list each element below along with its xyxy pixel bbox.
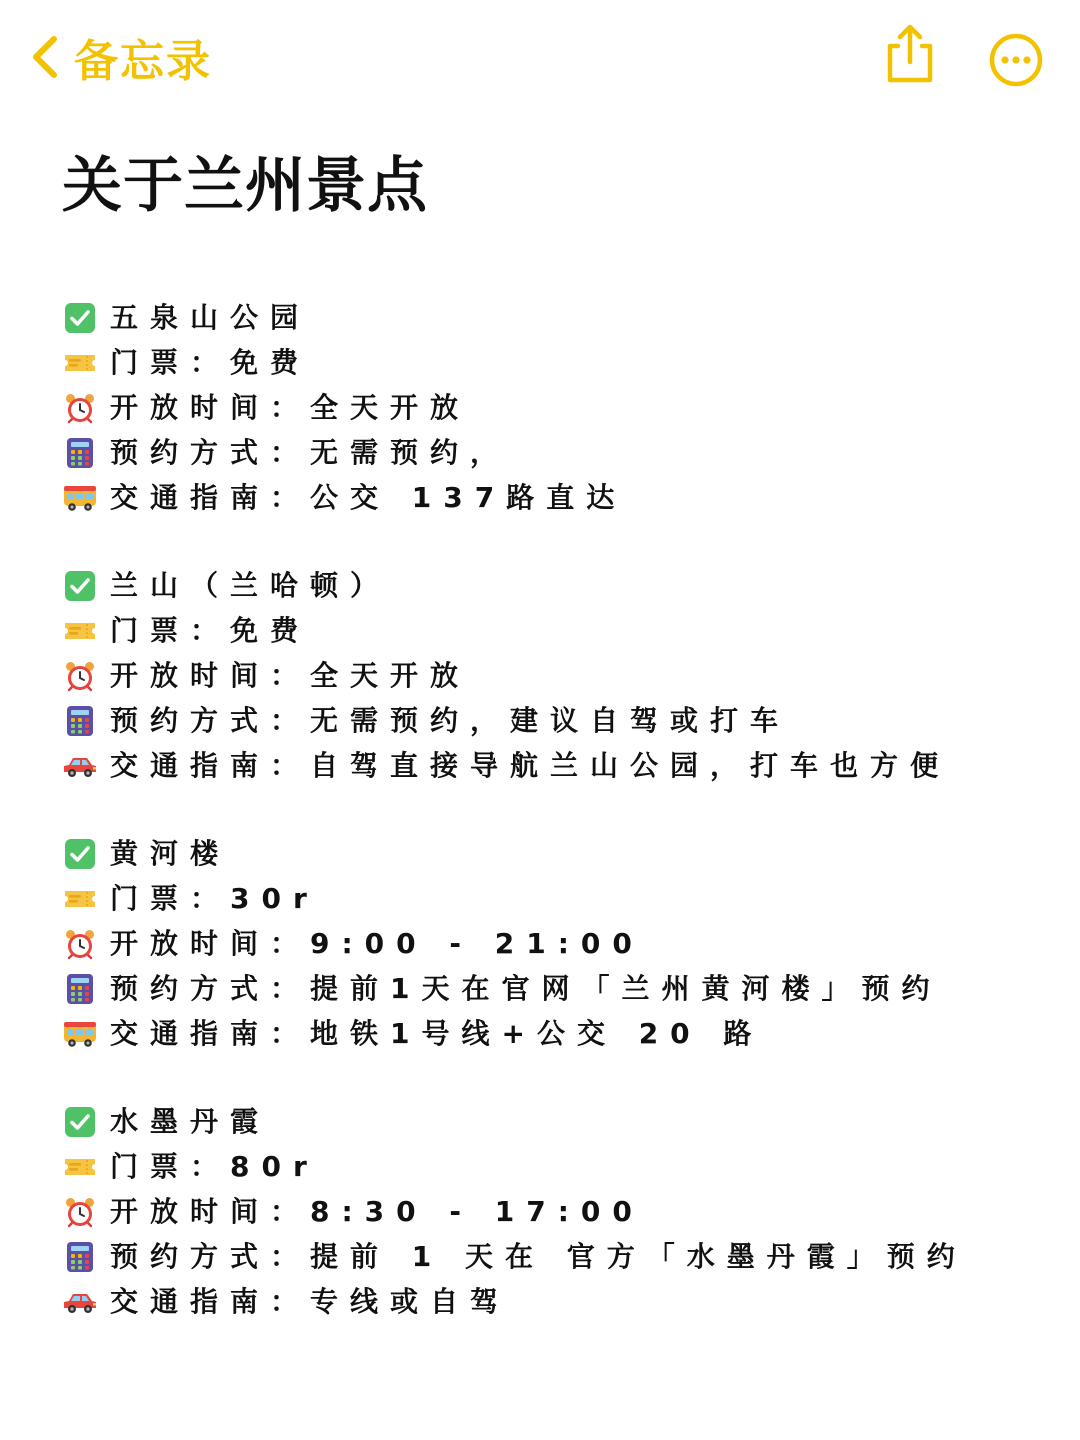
attraction-name: 五泉山公园 xyxy=(110,301,311,335)
check-icon xyxy=(62,1104,98,1140)
bus-icon xyxy=(62,480,98,516)
alarm-clock-icon xyxy=(62,390,98,426)
attraction-name-line xyxy=(62,564,1052,609)
ticket-info: 门票：免费 xyxy=(110,614,311,648)
ticket-info: 门票：30r xyxy=(110,882,319,916)
opening-hours-line xyxy=(62,386,1052,431)
check-icon xyxy=(62,300,98,336)
attraction-name-line xyxy=(62,296,1052,341)
ticket-icon xyxy=(62,881,98,917)
calculator-icon xyxy=(62,435,98,471)
booking-method-line xyxy=(62,966,1052,1011)
booking-method: 预约方式：提前 1 天在 官方「水墨丹霞」预约 xyxy=(110,1239,967,1273)
transport-guide-line xyxy=(62,1011,1052,1056)
ticket-info-line xyxy=(62,609,1052,654)
attraction-name-line xyxy=(62,832,1052,877)
navigation-bar xyxy=(0,0,1080,110)
chevron-left-icon xyxy=(30,35,60,79)
alarm-clock-icon xyxy=(62,926,98,962)
ticket-info-line xyxy=(62,877,1052,922)
attraction-name: 兰山（兰哈顿） xyxy=(110,569,391,603)
ticket-icon xyxy=(62,1149,98,1185)
ticket-info: 门票：80r xyxy=(110,1150,319,1184)
transport-guide: 交通指南：地铁1号线+公交 20 路 xyxy=(110,1016,764,1050)
alarm-clock-icon xyxy=(62,1194,98,1230)
attraction-section xyxy=(62,296,1052,520)
more-icon xyxy=(988,32,1044,88)
ticket-info: 门票：免费 xyxy=(110,346,311,380)
booking-method-line xyxy=(62,1234,1052,1279)
bus-icon xyxy=(62,1016,98,1052)
ticket-icon xyxy=(62,345,98,381)
attraction-section xyxy=(62,1100,1052,1324)
attraction-name: 黄河楼 xyxy=(110,837,231,871)
note-body[interactable] xyxy=(62,296,1052,1368)
opening-hours: 开放时间：9:00 - 21:00 xyxy=(110,926,644,960)
transport-guide-line xyxy=(62,743,1052,788)
booking-method-line xyxy=(62,698,1052,743)
attraction-name-line xyxy=(62,1100,1052,1145)
ticket-info-line xyxy=(62,1145,1052,1190)
alarm-clock-icon xyxy=(62,658,98,694)
attraction-section xyxy=(62,832,1052,1056)
back-label: 备忘录 xyxy=(74,36,212,87)
check-icon xyxy=(62,568,98,604)
ticket-icon xyxy=(62,613,98,649)
more-button[interactable] xyxy=(988,32,1044,88)
car-icon xyxy=(62,748,98,784)
opening-hours-line xyxy=(62,922,1052,967)
attraction-section xyxy=(62,564,1052,788)
back-button[interactable] xyxy=(30,22,212,92)
transport-guide: 交通指南：公交 137路直达 xyxy=(110,480,627,514)
opening-hours-line xyxy=(62,654,1052,699)
booking-method: 预约方式：提前1天在官网「兰州黄河楼」预约 xyxy=(110,971,942,1005)
share-button[interactable] xyxy=(880,22,940,86)
attraction-name: 水墨丹霞 xyxy=(110,1105,271,1139)
opening-hours-line xyxy=(62,1190,1052,1235)
booking-method: 预约方式：无需预约，建议自驾或打车 xyxy=(110,703,791,737)
opening-hours: 开放时间：全天开放 xyxy=(110,658,471,692)
calculator-icon xyxy=(62,703,98,739)
check-icon xyxy=(62,836,98,872)
booking-method: 预约方式：无需预约， xyxy=(110,435,511,469)
transport-guide: 交通指南：自驾直接导航兰山公园，打车也方便 xyxy=(110,748,951,782)
ticket-info-line xyxy=(62,341,1052,386)
car-icon xyxy=(62,1284,98,1320)
transport-guide-line xyxy=(62,475,1052,520)
calculator-icon xyxy=(62,971,98,1007)
note-title: 关于兰州景点 xyxy=(62,151,428,221)
transport-guide-line xyxy=(62,1279,1052,1324)
opening-hours: 开放时间：全天开放 xyxy=(110,390,471,424)
calculator-icon xyxy=(62,1239,98,1275)
opening-hours: 开放时间：8:30 - 17:00 xyxy=(110,1194,644,1228)
transport-guide: 交通指南：专线或自驾 xyxy=(110,1284,511,1318)
share-icon xyxy=(880,22,940,86)
booking-method-line xyxy=(62,430,1052,475)
